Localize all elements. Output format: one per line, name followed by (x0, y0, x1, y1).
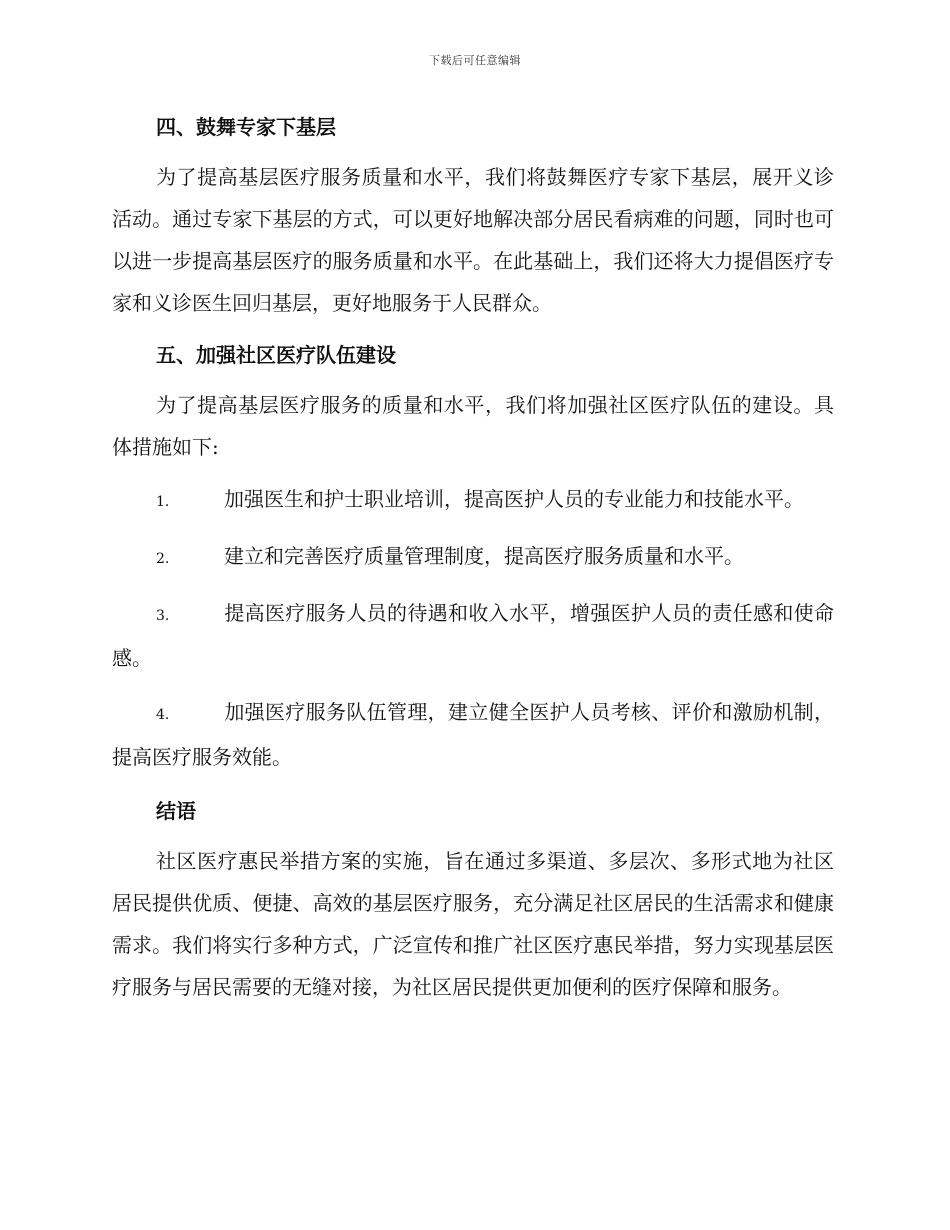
list-text: 加强医疗服务队伍管理，建立健全医护人员考核、评价和激励机制，提高医疗服务效能。 (112, 700, 834, 769)
list-text: 加强医生和护士职业培训，提高医护人员的专业能力和技能水平。 (224, 487, 804, 511)
section-encourage-experts (112, 112, 834, 324)
section-conclusion (112, 796, 834, 1008)
page-header: 下载后可任意编辑 (429, 54, 521, 67)
section-heading: 四、鼓舞专家下基层 (156, 115, 336, 139)
list-item (112, 535, 834, 580)
section-paragraph: 为了提高基层医疗服务的质量和水平，我们将加强社区医疗队伍的建设。具体措施如下: (112, 393, 834, 459)
document-body (112, 112, 834, 1018)
section-community-team (112, 340, 834, 778)
section-heading: 结语 (156, 799, 196, 823)
list-item (112, 691, 834, 778)
section-paragraph: 为了提高基层医疗服务质量和水平，我们将鼓舞医疗专家下基层，展开义诊活动。通过专家下基层的方式，可以更好地解决部分居民看病难的问题，同时也可以进一步提高基层医疗的服务质量和水平。在此基础上，我们还将大力提倡医疗专家和义诊医生回归基层，更好地服务于人民群众。 (112, 165, 834, 315)
list-text: 提高医疗服务人员的待遇和收入水平，增强医护人员的责任感和使命感。 (112, 601, 834, 670)
list-number: 3. (156, 608, 170, 624)
list-item (112, 592, 834, 679)
list-number: 2. (156, 551, 170, 567)
list-number: 1. (156, 494, 170, 510)
section-paragraph: 社区医疗惠民举措方案的实施，旨在通过多渠道、多层次、多形式地为社区居民提供优质、便捷、高效的基层医疗服务，充分满足社区居民的生活需求和健康需求。我们将实行多种方式，广泛宣传和推广社区医疗惠民举措，努力实现基层医疗服务与居民需要的无缝对接，为社区居民提供更加便利的医疗保障和服务。 (112, 849, 834, 999)
section-heading: 五、加强社区医疗队伍建设 (156, 343, 396, 367)
list-text: 建立和完善医疗质量管理制度，提高医疗服务质量和水平。 (224, 544, 744, 568)
list-item (112, 478, 834, 523)
list-number: 4. (156, 707, 170, 723)
